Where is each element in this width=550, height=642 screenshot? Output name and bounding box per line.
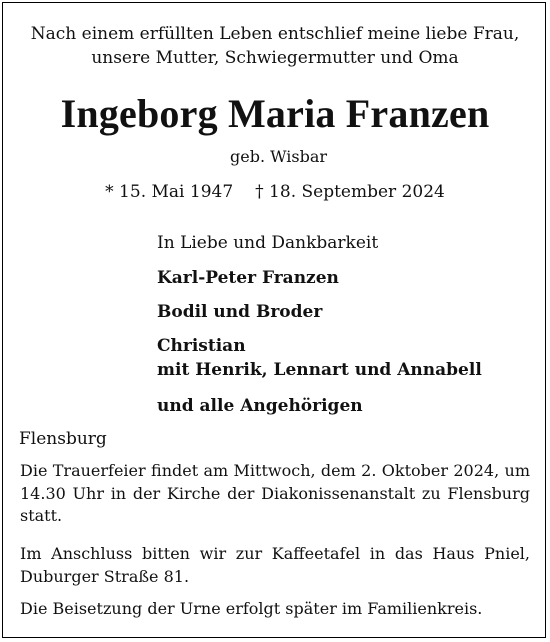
life-dates (0, 180, 550, 204)
mourner-name: mit Henrik, Lennart und Annabell (157, 360, 482, 380)
reception-paragraph: Im Anschluss bitten wir zur Kaffeetafel in das Haus Pniel, Duburger Straße 81. (20, 544, 530, 586)
intro-line-2: unsere Mutter, Schwiegermutter und Oma (91, 48, 459, 68)
funeral-service-paragraph: Die Trauerfeier findet am Mittwoch, dem 2. Oktober 2024, um 14.30 Uhr in der Kirche der Diakonissenanstalt zu Flensburg statt. (20, 461, 530, 525)
mourner-name: Karl-Peter Franzen (157, 268, 339, 288)
intro-line-1: Nach einem erfüllten Leben entschlief meine liebe Frau, (30, 24, 520, 44)
place-name: Flensburg (19, 429, 107, 449)
mourner-name: Christian (157, 336, 246, 356)
mourner-name: und alle Angehörigen (157, 396, 363, 416)
birth-date: * 15. Mai 1947 (105, 182, 234, 202)
mourner-name: Bodil und Broder (157, 302, 323, 322)
burial-paragraph: Die Beisetzung der Urne erfolgt später im Familienkreis. (20, 599, 483, 618)
maiden-name: geb. Wisbar (230, 147, 328, 166)
death-date: † 18. September 2024 (255, 182, 445, 202)
deceased-name: Ingeborg Maria Franzen (60, 91, 490, 136)
mourners-intro: In Liebe und Dankbarkeit (157, 233, 379, 253)
